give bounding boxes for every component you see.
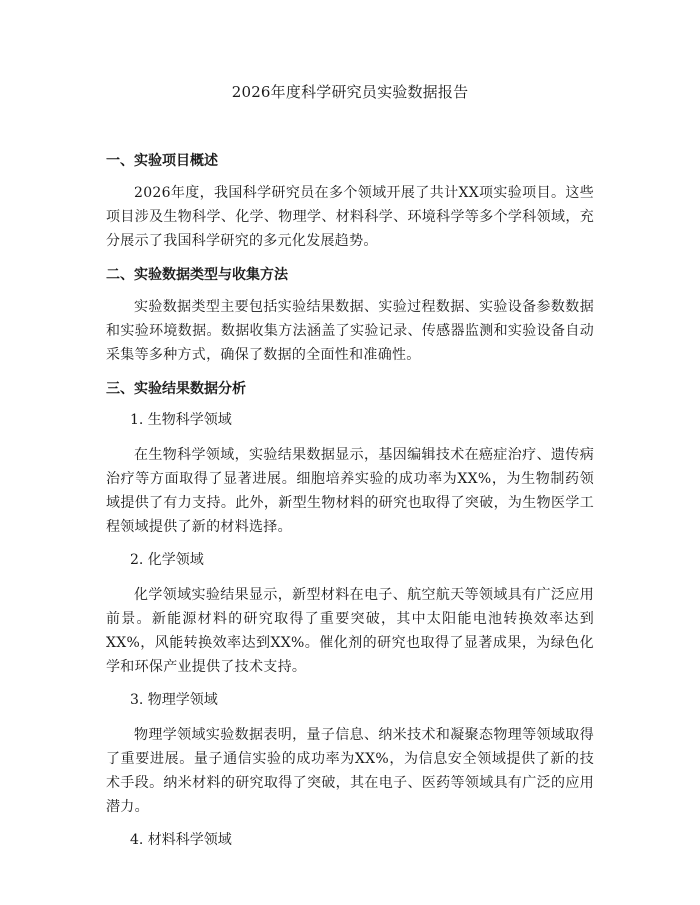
section-results-analysis <box>106 379 594 851</box>
subsection-heading: 3. 物理学领域 <box>130 692 218 708</box>
page-title: 2026年度科学研究员实验数据报告 <box>231 83 469 101</box>
subsection-heading: 1. 生物科学领域 <box>130 412 232 428</box>
subsection-heading: 4. 材料科学领域 <box>130 832 232 848</box>
subsection-physics <box>106 689 594 819</box>
paragraph: 化学领域实验结果显示，新型材料在电子、航空航天等领域具有广泛应用前景。新能源材料的研究取得了重要突破，其中太阳能电池转换效率达到XX%，风能转换效率达到XX%。催化剂的研究也取得了显著成果，为绿色化学和环保产业提供了技术支持。 <box>106 587 594 675</box>
subsection-biology <box>106 409 594 539</box>
section-heading: 二、实验数据类型与收集方法 <box>106 267 288 283</box>
paragraph: 2026年度，我国科学研究员在多个领域开展了共计XX项实验项目。这些项目涉及生物科学、化学、物理学、材料科学、环境科学等多个学科领域，充分展示了我国科学研究的多元化发展趋势。 <box>106 185 594 249</box>
subsection-materials <box>106 829 594 851</box>
subsection-heading: 2. 化学领域 <box>130 552 204 568</box>
paragraph: 实验数据类型主要包括实验结果数据、实验过程数据、实验设备参数数据和实验环境数据。数据收集方法涵盖了实验记录、传感器监测和实验设备自动采集等多种方式，确保了数据的全面性和准确性。 <box>106 299 594 363</box>
section-overview <box>106 151 594 253</box>
section-heading: 一、实验项目概述 <box>106 153 218 169</box>
subsection-chemistry <box>106 549 594 679</box>
paragraph: 在生物科学领域，实验结果数据显示，基因编辑技术在癌症治疗、遗传病治疗等方面取得了显著进展。细胞培养实验的成功率为XX%，为生物制药领域提供了有力支持。此外，新型生物材料的研究也取得了突破，为生物医学工程领域提供了新的材料选择。 <box>106 447 594 535</box>
section-data-types <box>106 265 594 367</box>
section-heading: 三、实验结果数据分析 <box>106 381 246 397</box>
paragraph: 物理学领域实验数据表明，量子信息、纳米技术和凝聚态物理等领域取得了重要进展。量子通信实验的成功率为XX%，为信息安全领域提供了新的技术手段。纳米材料的研究取得了突破，其在电子、医药等领域具有广泛的应用潜力。 <box>106 727 594 815</box>
